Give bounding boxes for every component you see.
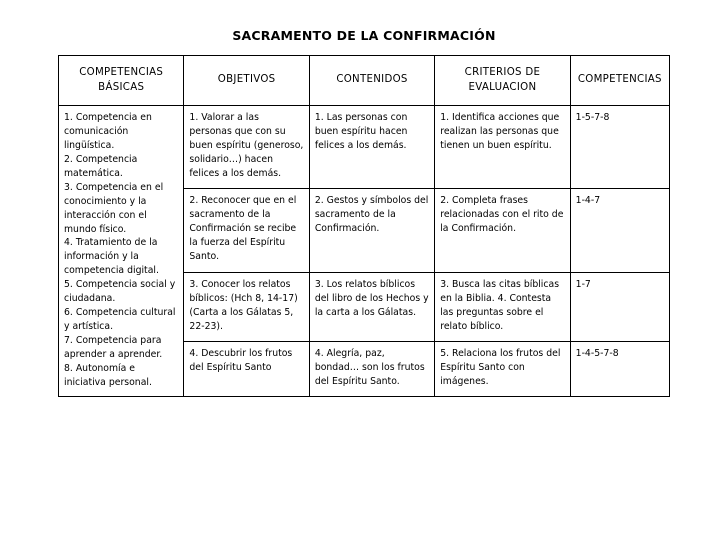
basic-competence-item: 4. Tratamiento de la información y la competencia digital. — [64, 237, 159, 277]
basic-competence-item: 8. Autonomía e iniciativa personal. — [64, 362, 152, 388]
objetivos-cell: 3. Conocer los relatos bíblicos: (Hch 8, 14-17) (Carta a los Gálatas 5, 22-23). — [184, 272, 309, 341]
page-title: SACRAMENTO DE LA CONFIRMACIÓN — [232, 28, 496, 43]
basic-competence-item: 1. Competencia en comunicación lingüística. — [64, 112, 152, 151]
competencias-cell: 1-7 — [570, 272, 669, 341]
column-header-contenidos: CONTENIDOS — [309, 56, 434, 106]
objetivos-cell: 4. Descubrir los frutos del Espíritu Santo — [184, 341, 309, 396]
contenidos-cell: 3. Los relatos bíblicos del libro de los Hechos y la carta a los Gálatas. — [309, 272, 434, 341]
contenidos-cell: 2. Gestos y símbolos del sacramento de la Confirmación. — [309, 189, 434, 272]
basic-competence-item: 6. Competencia cultural y artística. — [64, 307, 176, 333]
basic-competence-item: 3. Competencia en el conocimiento y la interacción con el mundo físico. — [64, 181, 164, 235]
column-header-competencias-basicas: COMPETENCIAS BÁSICAS — [59, 56, 184, 106]
competences-table — [58, 55, 670, 397]
basic-competences-cell — [59, 106, 184, 397]
objetivos-cell: 1. Valorar a las personas que con su buen espíritu (generoso, solidario…) hacen felices a los demás. — [184, 106, 309, 189]
column-header-criterios-evaluacion: CRITERIOS DE EVALUACION — [435, 56, 570, 106]
criterios-cell: 2. Completa frases relacionadas con el rito de la Confirmación. — [435, 189, 570, 272]
contenidos-cell: 4. Alegría, paz, bondad… son los frutos del Espíritu Santo. — [309, 341, 434, 396]
table-row — [59, 106, 670, 189]
document-page — [0, 28, 728, 543]
competencias-cell: 1-4-7 — [570, 189, 669, 272]
column-header-objetivos: OBJETIVOS — [184, 56, 309, 106]
basic-competence-item: 2. Competencia matemática. — [64, 153, 138, 179]
criterios-cell: 1. Identifica acciones que realizan las personas que tienen un buen espíritu. — [435, 106, 570, 189]
basic-competence-item: 7. Competencia para aprender a aprender. — [64, 335, 163, 360]
objetivos-cell: 2. Reconocer que en el sacramento de la Confirmación se recibe la fuerza del Espíritu Santo. — [184, 189, 309, 272]
basic-competence-item: 5. Competencia social y ciudadana. — [64, 279, 176, 305]
contenidos-cell: 1. Las personas con buen espíritu hacen felices a los demás. — [309, 106, 434, 189]
criterios-cell: 5. Relaciona los frutos del Espíritu Santo con imágenes. — [435, 341, 570, 396]
criterios-cell: 3. Busca las citas bíblicas en la Biblia. 4. Contesta las preguntas sobre el relato bíblico. — [435, 272, 570, 341]
competencias-cell: 1-5-7-8 — [570, 106, 669, 189]
column-header-competencias: COMPETENCIAS — [570, 56, 669, 106]
table-header-row — [59, 56, 670, 106]
competencias-cell: 1-4-5-7-8 — [570, 341, 669, 396]
